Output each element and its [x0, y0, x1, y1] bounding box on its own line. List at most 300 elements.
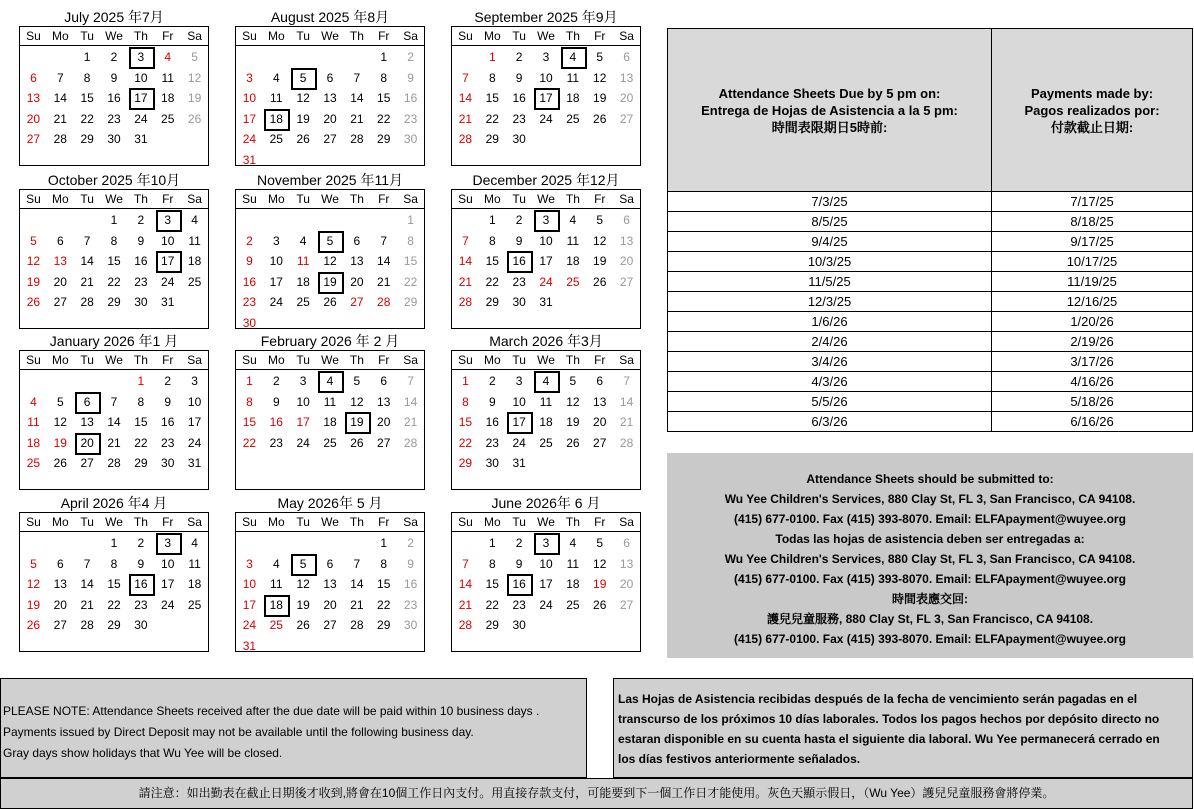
empty-day-cell [290, 636, 317, 657]
day-cell: 21 [53, 111, 67, 126]
month-calendar [451, 171, 641, 329]
week-row [20, 129, 208, 150]
empty-day-cell [586, 292, 613, 313]
day-cell: 22 [403, 274, 418, 289]
month-calendar [451, 494, 641, 652]
day-cell: 21 [458, 274, 473, 289]
month-title: July 2025 年7月 [64, 9, 164, 25]
weekday-header-row [452, 27, 640, 46]
week-row [236, 272, 424, 293]
day-cell: 15 [403, 254, 418, 268]
day-cell: 14 [80, 254, 94, 268]
weekday-header: Mo [483, 192, 501, 206]
day-cell: 10 [539, 70, 553, 85]
day-cell: 14 [458, 254, 473, 268]
day-cell: 17 [154, 251, 181, 272]
month-title: June 2026年 6 月 [491, 495, 601, 511]
month-grid [451, 512, 641, 652]
day-cell: 24 [512, 435, 526, 450]
day-cell: 7 [83, 556, 91, 571]
day-cell: 10 [161, 556, 175, 571]
day-cell: 3 [191, 374, 198, 388]
weekday-header-row [236, 27, 424, 46]
day-cell: 22 [107, 274, 121, 289]
empty-day-cell [47, 47, 74, 68]
week-row [20, 272, 208, 293]
day-cell: 3 [542, 50, 550, 64]
week-row [236, 533, 424, 554]
day-cell: 15 [377, 91, 391, 105]
month-calendar [235, 171, 425, 329]
week-row [452, 412, 640, 433]
day-cell: 9 [137, 233, 145, 248]
day-cell: 11 [270, 577, 283, 591]
day-cell: 16 [485, 415, 499, 429]
weekday-header: Mo [483, 515, 501, 529]
weekday-header: Th [133, 353, 148, 367]
day-cell: 24 [187, 435, 202, 450]
weekday-header: Th [349, 515, 364, 529]
day-cell: 13 [53, 577, 67, 591]
day-cell: 2 [407, 50, 414, 64]
day-cell: 10 [187, 394, 202, 409]
day-cell: 25 [323, 435, 337, 450]
weekday-header: Mo [267, 192, 285, 206]
empty-day-cell [290, 47, 317, 68]
due-date-header [668, 29, 992, 192]
empty-day-cell [263, 210, 290, 231]
day-cell: 30 [403, 618, 418, 632]
empty-day-cell [343, 533, 370, 554]
week-row [452, 615, 640, 636]
empty-day-cell [181, 615, 208, 636]
payment-date-header [992, 29, 1193, 192]
empty-day-cell [397, 636, 424, 657]
week-row [452, 210, 640, 231]
week-row [236, 554, 424, 575]
empty-day-cell [290, 533, 317, 554]
day-cell: 31 [242, 152, 257, 167]
day-cell: 21 [80, 274, 94, 289]
month-grid [19, 26, 209, 166]
day-cell: 8 [380, 556, 388, 571]
day-cell: 18 [566, 91, 580, 105]
day-cell: 22 [377, 111, 391, 126]
weekday-header: Mo [483, 29, 501, 43]
weekday-header: Fr [162, 192, 174, 206]
weekday-header: Th [133, 192, 148, 206]
week-row [20, 231, 208, 252]
submit-line: Todas las hojas de asistencia deben ser entregadas a: [775, 532, 1085, 546]
month-title: August 2025 年8月 [270, 9, 390, 25]
day-cell: 2 [110, 50, 118, 64]
week-row [236, 313, 424, 334]
weekday-header: Fr [378, 29, 390, 43]
weekday-header: Sa [403, 353, 418, 367]
day-cell: 10 [242, 577, 257, 591]
payment-date-cell: 6/16/26 [992, 412, 1193, 432]
day-cell: 16 [269, 415, 283, 429]
day-cell: 3 [533, 533, 560, 554]
day-cell: 14 [619, 394, 634, 409]
day-cell: 1 [246, 374, 253, 388]
week-row [20, 615, 208, 636]
day-cell: 24 [539, 111, 553, 126]
day-cell: 5 [596, 536, 604, 550]
day-cell: 28 [403, 435, 418, 450]
month-grid [19, 189, 209, 329]
empty-day-cell [343, 210, 370, 231]
empty-day-cell [74, 533, 101, 554]
day-cell: 14 [350, 577, 364, 591]
weekday-header: We [537, 192, 555, 206]
weekday-header: Fr [594, 515, 606, 529]
weekday-header: We [537, 353, 555, 367]
day-cell: 20 [619, 254, 634, 268]
day-cell: 13 [323, 91, 337, 105]
day-cell: 29 [377, 618, 391, 632]
english-note-line: Payments issued by Direct Deposit may not be available until the following business day. [3, 725, 474, 739]
english-note-line: Gray days show holidays that Wu Yee will be closed. [3, 746, 283, 760]
day-cell: 18 [539, 415, 553, 429]
day-cell: 16 [506, 251, 533, 272]
day-cell: 31 [161, 295, 175, 309]
day-cell: 19 [317, 272, 344, 293]
due-date-cell: 6/3/26 [668, 412, 992, 432]
day-cell: 12 [26, 577, 41, 591]
day-cell: 7 [110, 394, 118, 409]
day-cell: 2 [272, 374, 280, 388]
week-row [452, 554, 640, 575]
day-cell: 9 [137, 556, 145, 571]
day-cell: 26 [26, 618, 41, 632]
day-cell: 27 [619, 111, 634, 126]
week-row [236, 615, 424, 636]
day-cell: 18 [26, 435, 41, 450]
paid-header-line: Payments made by: [1030, 85, 1154, 101]
day-cell: 16 [127, 574, 154, 595]
weekday-header: Sa [403, 515, 418, 529]
day-cell: 19 [593, 577, 607, 591]
day-cell: 24 [539, 597, 553, 612]
day-cell: 17 [242, 597, 257, 612]
week-row [452, 68, 640, 89]
day-cell: 28 [80, 618, 94, 632]
spanish-note [613, 678, 1193, 778]
day-cell: 15 [107, 254, 121, 268]
month-grid [19, 350, 209, 490]
day-cell: 7 [83, 233, 91, 248]
week-row [20, 392, 208, 413]
day-cell: 11 [161, 70, 174, 85]
day-cell: 20 [350, 274, 364, 289]
due-header-line: Entrega de Hojas de Asistencia a la 5 pm: [701, 102, 958, 118]
month-calendar [19, 8, 209, 166]
day-cell: 11 [188, 233, 201, 248]
week-row [236, 636, 424, 657]
schedule-row [668, 292, 1193, 312]
weekday-header: Th [565, 515, 580, 529]
day-cell: 5 [353, 374, 361, 388]
day-cell: 20 [377, 415, 391, 429]
weekday-header: Tu [512, 29, 526, 43]
week-row [452, 292, 640, 313]
day-cell: 15 [485, 577, 499, 591]
day-cell: 8 [462, 394, 469, 409]
empty-day-cell [533, 129, 560, 150]
weekday-header: Sa [403, 192, 418, 206]
day-cell: 28 [458, 295, 473, 309]
weekday-header: We [537, 515, 555, 529]
day-cell: 22 [134, 435, 148, 450]
day-cell: 27 [53, 618, 67, 632]
week-row [452, 129, 640, 150]
day-cell: 28 [458, 132, 473, 146]
day-cell: 30 [485, 456, 499, 470]
weekday-header: Sa [187, 515, 202, 529]
day-cell: 18 [296, 274, 310, 289]
weekday-header-row [20, 513, 208, 532]
empty-day-cell [559, 453, 586, 474]
weekday-header: We [105, 353, 123, 367]
week-row [236, 595, 424, 616]
payment-date-cell: 10/17/25 [992, 252, 1193, 272]
schedule-row [668, 392, 1193, 412]
empty-day-cell [263, 150, 290, 171]
month-title: March 2026 年3月 [489, 333, 603, 349]
day-cell: 6 [326, 556, 334, 571]
day-cell: 3 [127, 47, 154, 68]
day-cell: 6 [623, 50, 630, 64]
day-cell: 29 [134, 456, 148, 470]
day-cell: 17 [296, 415, 310, 429]
day-cell: 28 [53, 132, 67, 146]
day-cell: 8 [83, 70, 91, 85]
day-cell: 30 [134, 618, 148, 632]
weekday-header: Tu [512, 353, 526, 367]
weekday-header: Fr [378, 353, 390, 367]
due-date-cell: 3/4/26 [668, 352, 992, 372]
day-cell: 15 [458, 415, 473, 429]
weekday-header: Tu [296, 353, 310, 367]
month-grid [451, 189, 641, 329]
weekday-header: Mo [267, 515, 285, 529]
weekday-header: Mo [483, 353, 501, 367]
day-cell: 24 [242, 618, 257, 632]
day-cell: 23 [512, 274, 526, 289]
day-cell: 30 [403, 132, 418, 146]
day-cell: 17 [161, 577, 175, 591]
day-cell: 27 [619, 597, 634, 612]
day-cell: 8 [137, 394, 145, 409]
english-note-line: PLEASE NOTE: Attendance Sheets received after the due date will be paid within 10 business days . [3, 704, 540, 718]
day-cell: 12 [566, 394, 580, 409]
day-cell: 11 [566, 233, 580, 248]
week-row [20, 412, 208, 433]
weekday-header-row [236, 190, 424, 209]
day-cell: 28 [350, 132, 364, 146]
weekday-header: Tu [80, 353, 94, 367]
day-cell: 12 [350, 394, 364, 409]
day-cell: 29 [80, 132, 94, 146]
day-cell: 23 [485, 435, 499, 450]
submission-info-panel [667, 453, 1193, 658]
day-cell: 8 [110, 556, 118, 571]
weekday-header-row [20, 27, 208, 46]
day-cell: 8 [380, 70, 388, 85]
empty-day-cell [370, 313, 397, 334]
day-cell: 19 [593, 254, 607, 268]
day-cell: 10 [539, 556, 553, 571]
spanish-note-line: estaran disponible en su cuenta hasta el siguiente dia laboral. Wu Yee permanecerá cerrado en [618, 732, 1160, 746]
day-cell: 25 [269, 618, 283, 632]
empty-day-cell [317, 636, 344, 657]
weekday-header: Fr [162, 353, 174, 367]
empty-day-cell [236, 533, 263, 554]
weekday-header: Mo [51, 192, 69, 206]
day-cell: 19 [343, 412, 370, 433]
week-row [452, 533, 640, 554]
day-cell: 6 [353, 233, 361, 248]
day-cell: 22 [377, 597, 391, 612]
weekday-header: Th [349, 192, 364, 206]
day-cell: 20 [53, 274, 67, 289]
month-title: November 2025 年11月 [256, 172, 404, 188]
weekday-header: Th [133, 29, 148, 43]
day-cell: 5 [191, 50, 198, 64]
day-cell: 4 [569, 213, 577, 227]
due-date-cell: 10/3/25 [668, 252, 992, 272]
day-cell: 12 [26, 254, 41, 268]
due-date-cell: 7/3/25 [668, 192, 992, 212]
month-title: May 2026年 5 月 [277, 495, 383, 511]
day-cell: 16 [512, 91, 526, 105]
month-calendar [19, 171, 209, 329]
paid-header-line: Pagos realizados por: [1024, 102, 1160, 118]
weekday-header: Fr [162, 515, 174, 529]
weekday-header: Tu [80, 515, 94, 529]
day-cell: 23 [134, 597, 148, 612]
day-cell: 26 [187, 111, 202, 126]
weekday-header: Su [26, 353, 41, 367]
day-cell: 20 [593, 415, 607, 429]
day-cell: 19 [187, 91, 202, 105]
due-date-cell: 1/6/26 [668, 312, 992, 332]
day-cell: 30 [134, 295, 148, 309]
month-title: September 2025 年9月 [474, 9, 618, 25]
empty-day-cell [263, 636, 290, 657]
week-row [20, 533, 208, 554]
weekday-header: Sa [619, 515, 634, 529]
day-cell: 7 [462, 70, 469, 85]
chinese-note: 請注意：如出勤表在截止日期後才收到,將會在10個工作日內支付。用直接存款支付，可能要到下一個工作日才能使用。灰色天顯示假日，（Wu Yee）護兒兒童服務會將停業。 [0, 778, 1193, 809]
empty-day-cell [533, 615, 560, 636]
empty-day-cell [370, 150, 397, 171]
day-cell: 6 [56, 233, 64, 248]
month-calendar [235, 8, 425, 166]
day-cell: 17 [506, 412, 533, 433]
day-cell: 27 [350, 295, 364, 309]
submit-line: (415) 677-0100. Fax (415) 393-8070. Email: ELFApayment@wuyee.org [734, 632, 1126, 646]
weekday-header-row [20, 190, 208, 209]
week-row [20, 574, 208, 595]
day-cell: 5 [30, 233, 37, 248]
empty-day-cell [452, 47, 479, 68]
weekday-header: Tu [512, 192, 526, 206]
week-row [236, 109, 424, 130]
day-cell: 9 [407, 556, 414, 571]
day-cell: 29 [458, 456, 473, 470]
day-cell: 7 [380, 233, 388, 248]
month-calendar [235, 332, 425, 490]
weekday-header-row [452, 513, 640, 532]
month-grid [235, 350, 425, 490]
day-cell: 20 [26, 111, 41, 126]
empty-day-cell [47, 210, 74, 231]
week-row [452, 272, 640, 293]
empty-day-cell [613, 129, 640, 150]
day-cell: 9 [407, 70, 414, 85]
weekday-header: Th [565, 192, 580, 206]
weekday-header: Su [242, 29, 257, 43]
day-cell: 25 [566, 274, 580, 289]
submit-line: 護兒兒童服務, 880 Clay St, FL 3, San Francisco, CA 94108. [766, 612, 1094, 626]
day-cell: 24 [539, 274, 553, 289]
day-cell: 13 [619, 233, 634, 248]
week-row [20, 453, 208, 474]
day-cell: 26 [350, 435, 364, 450]
day-cell: 4 [559, 47, 586, 68]
weekday-header: Tu [296, 192, 310, 206]
day-cell: 5 [596, 213, 604, 227]
day-cell: 9 [110, 70, 118, 85]
week-row [236, 371, 424, 392]
day-cell: 2 [246, 233, 253, 248]
day-cell: 1 [407, 213, 414, 227]
empty-day-cell [263, 313, 290, 334]
day-cell: 5 [30, 556, 37, 571]
empty-day-cell [263, 533, 290, 554]
empty-day-cell [559, 129, 586, 150]
day-cell: 26 [593, 111, 607, 126]
day-cell: 3 [515, 374, 523, 388]
day-cell: 7 [623, 374, 630, 388]
day-cell: 30 [512, 295, 526, 309]
week-row [452, 392, 640, 413]
weekday-header: Mo [51, 353, 69, 367]
day-cell: 27 [26, 132, 41, 146]
day-cell: 7 [56, 70, 64, 85]
day-cell: 27 [593, 435, 607, 450]
day-cell: 18 [323, 415, 337, 429]
weekday-header: Sa [187, 29, 202, 43]
day-cell: 26 [296, 132, 310, 146]
day-cell: 19 [26, 274, 41, 289]
empty-day-cell [181, 129, 208, 150]
weekday-header-row [236, 351, 424, 370]
day-cell: 11 [566, 556, 580, 571]
day-cell: 19 [26, 597, 41, 612]
day-cell: 19 [593, 91, 607, 105]
day-cell: 27 [323, 618, 337, 632]
empty-day-cell [317, 150, 344, 171]
payment-date-cell: 12/16/25 [992, 292, 1193, 312]
weekday-header: Fr [594, 29, 606, 43]
weekday-header: We [105, 29, 123, 43]
day-cell: 12 [593, 233, 607, 248]
schedule-row [668, 332, 1193, 352]
submit-line: (415) 677-0100. Fax (415) 393-8070. Email: ELFApayment@wuyee.org [734, 512, 1126, 526]
